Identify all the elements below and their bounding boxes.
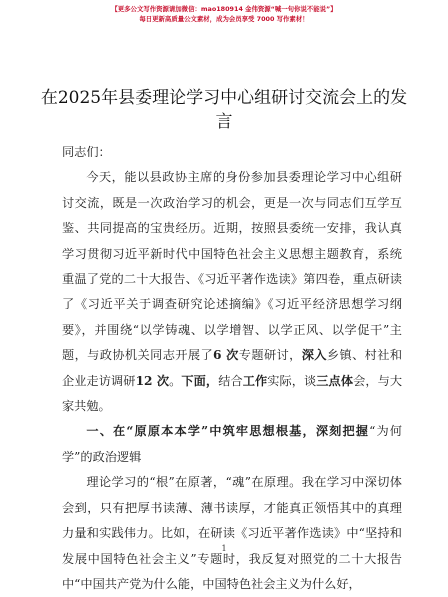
document-body [62,140,402,597]
intro-text-5: 结合 [218,373,243,388]
intro-text-end: 会，与大家共勉。 [62,373,403,414]
banner-line-2: 每日更新高质量公文素材，成为会员享受 7000 写作素材！ [139,15,309,23]
intro-bold-work: 工作 [242,373,268,388]
intro-bold-below: 下面， [181,373,219,388]
section-heading-1 [62,419,402,470]
header-banner [0,4,448,24]
intro-text-2: 专题研讨， [238,348,302,363]
document-title: 在2025年县委理论学习中心组研讨交流会上的发言 [40,88,408,132]
intro-bold-count: 6 次 [213,348,239,363]
paragraph-2: 理论学习的“根”在原著，“魂”在原理。我在学习中深切体会到，只有把厚书读薄、薄书读厚，才能真正领悟其中的真理力量和实践伟力。比如，在研读《习近平著作选读》中“坚持和发展中国特色社会主义”专题时，我反复对照党的二十大报告中“中国共产党为什么能，中国特色社会主义为什么好， [62,475,402,591]
intro-text: 今天，能以县政协主席的身份参加县委理论学习中心组研讨交流，既是一次政治学习的机会，更是一次与同志们互学互鉴、共同提高的宝贵经历。近期，按照县委统一安排，我认真学习贯彻习近平新时代中国特色社会主义思想主题教育，系统重温了党的二十大报告、《习近平著作选读》第四卷，重点研读了《习近平关于调查研究论述摘编》《习近平经济思想学习纲要》，并围绕“以学铸魂、以学增智、以学正风、以学促干”主题，与政协机关同志开展了 [62,170,402,363]
heading-1-part-b: 深刻把握 [315,424,370,439]
intro-text-4: 。 [169,373,182,388]
intro-bold-points: 三点体 [316,373,354,388]
intro-bold-visits: 12 次 [135,373,170,388]
intro-text-6: 实际，谈 [267,373,317,388]
intro-text-3: 乡镇、村社和企业走访调研 [62,348,403,388]
heading-1-part-c: “为何学”的政治逻辑 [62,424,402,464]
heading-1-part-a: 一、在“原原本本学”中筑牢思想根基， [86,424,316,439]
page-number: 1 [221,544,227,553]
banner-line-1: 【更多公文写作资源请加微信：mao180914 金伟资源“喊一句你说不能说”】 [111,5,337,13]
intro-bold-deep: 深入 [301,348,327,363]
paragraph-intro [62,165,402,419]
salutation: 同志们： [62,145,111,159]
